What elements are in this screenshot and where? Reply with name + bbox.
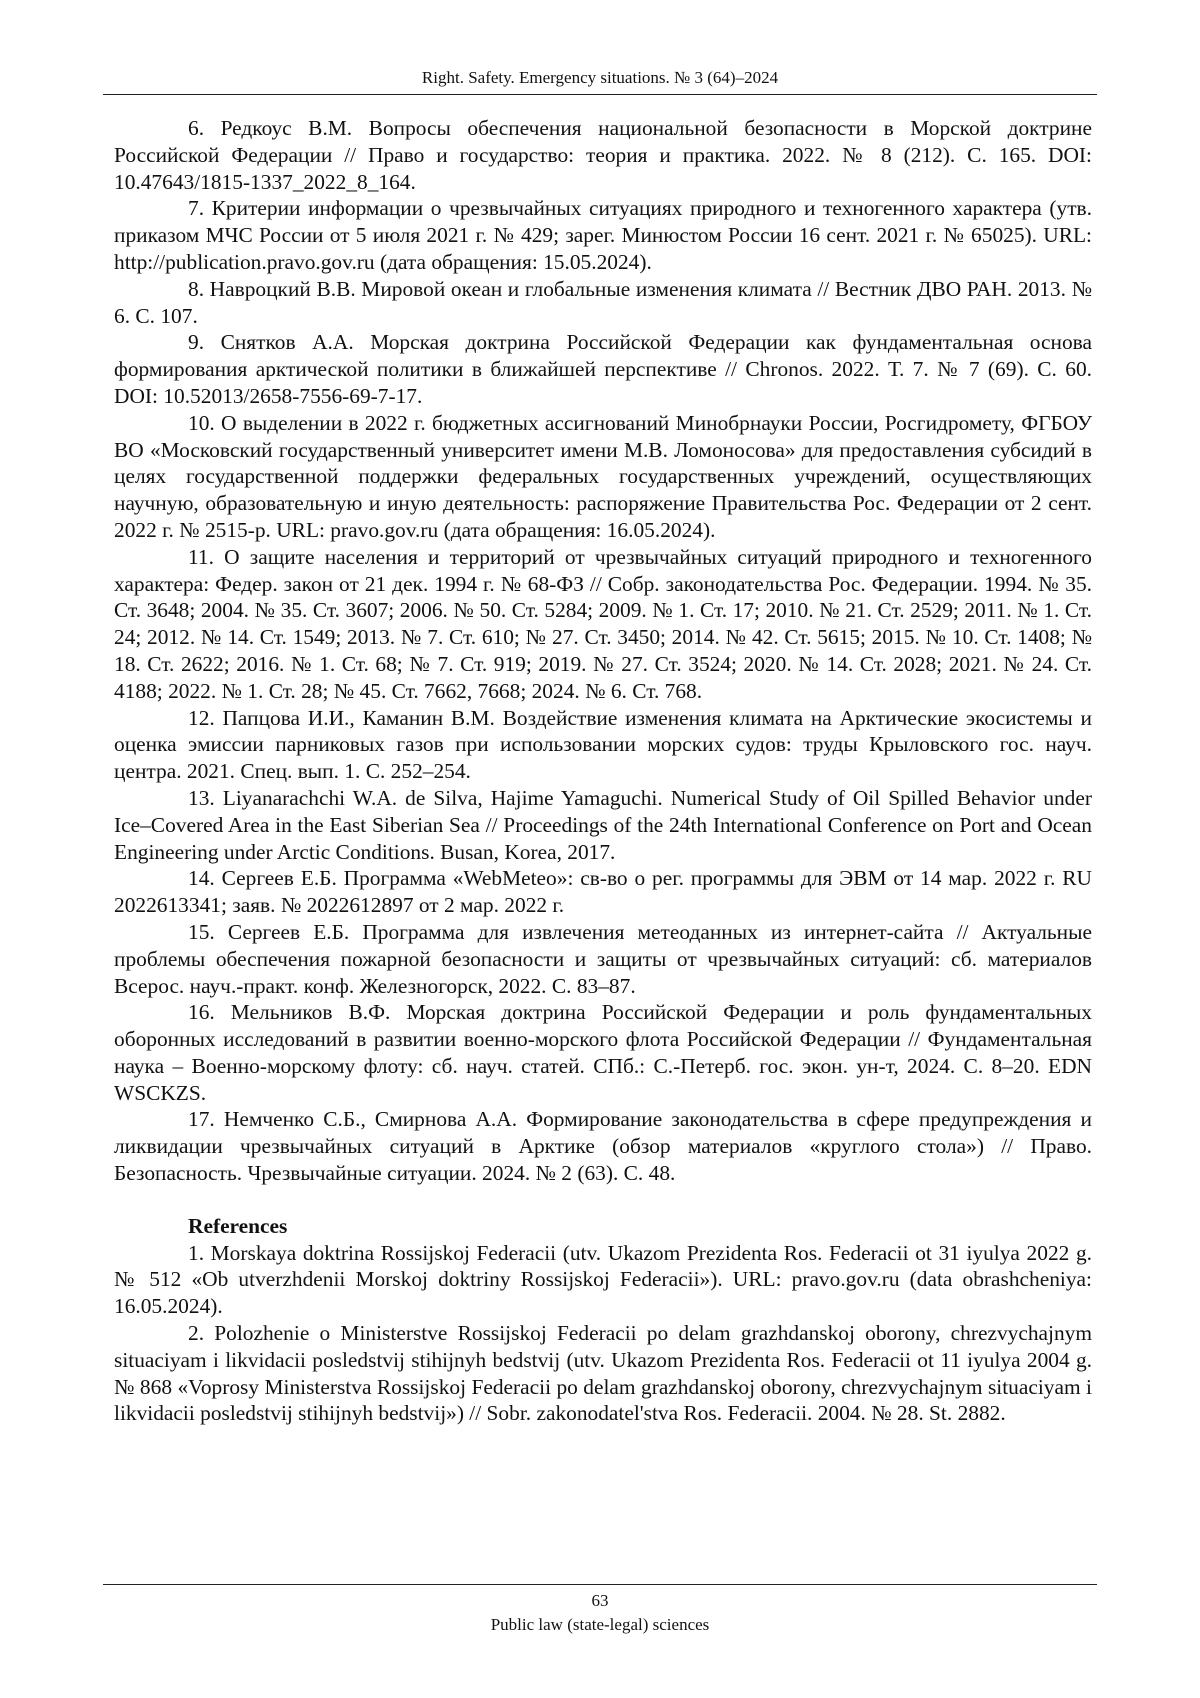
bibliography-entry: 17. Немченко С.Б., Смирнова А.А. Формирование законодательства в сфере предупреждения и ликвидации чрезвычайных ситуаций в Арктике (обзор материалов «круглого стола») // Право. Безопасность. Чрезвычайные ситуации. 2024. № 2 (63). С. 48. bbox=[114, 1107, 1092, 1186]
bibliography-entry: 9. Снятков А.А. Морская доктрина Российской Федерации как фундаментальная основа формирования арктической политики в ближайшей перспективе // Chronos. 2022. Т. 7. № 7 (69). С. 60. DOI: 10.52013/2658-7556-69-7-17. bbox=[114, 330, 1092, 408]
header-rule bbox=[103, 94, 1097, 95]
references-heading: References bbox=[188, 1213, 288, 1238]
bibliography-entry: 13. Liyanarachchi W.A. de Silva, Hajime Yamaguchi. Numerical Study of Oil Spilled Behavior under Ice–Covered Area in the East Siberian Sea // Proceedings of the 24th International Conference on Port and Ocean Engineering under Arctic Conditions. Busan, Korea, 2017. bbox=[114, 785, 1092, 864]
bibliography-entry: 15. Сергеев Е.Б. Программа для извлечения метеоданных из интернет-сайта // Актуальные проблемы обеспечения пожарной безопасности и защиты от чрезвычайных ситуаций: сб. материалов Всерос. науч.-практ. конф. Железногорск, 2022. С. 83–87. bbox=[114, 919, 1092, 998]
bibliography-entry: 7. Критерии информации о чрезвычайных ситуациях природного и техногенного характера (утв. приказом МЧС России от 5 июля 2021 г. № 429; зарег. Минюстом России 16 сент. 2021 г. № 65025). URL: http://publication.pravo.gov.ru (дата обращения: 15.05.2024). bbox=[114, 196, 1092, 274]
footer-rule bbox=[103, 1584, 1097, 1585]
bibliography-entry: 10. О выделении в 2022 г. бюджетных ассигнований Минобрнауки России, Росгидромету, ФГБОУ ВО «Московский государственный университет имени М.В. Ломоносова» для предоставления субсидий в целях государственной поддержки федеральных государственных учреждений, осуществляющих научную, образовательную и иную деятельность: распоряжение Правительства Рос. Федерации от 2 сент. 2022 г. № 2515-р. URL: pravo.gov.ru (дата обращения: 16.05.2024). bbox=[114, 410, 1092, 542]
running-header: Right. Safety. Emergency situations. № 3 (64)–2024 bbox=[421, 68, 779, 87]
reference-entry: 1. Morskaya doktrina Rossijskoj Federacii (utv. Ukazom Prezidenta Ros. Federacii ot 31 iyulya 2022 g. № 512 «Ob utverzhdenii Morskoj doktriny Rossijskoj Federacii»). URL: pravo.gov.ru (data obrashcheniya: 16.05.2024). bbox=[114, 1240, 1092, 1319]
page-number: 63 bbox=[591, 1591, 609, 1610]
bibliography-entry: 6. Редкоус В.М. Вопросы обеспечения национальной безопасности в Морской доктрине Российской Федерации // Право и государство: теория и практика. 2022. № 8 (212). С. 165. DOI: 10.47643/1815-1337_2022_8_164. bbox=[114, 116, 1092, 194]
bibliography-entry: 12. Папцова И.И., Каманин В.М. Воздействие изменения климата на Арктические экосистемы и оценка эмиссии парниковых газов при использовании морских судов: труды Крыловского гос. науч. центра. 2021. Спец. вып. 1. С. 252–254. bbox=[114, 705, 1092, 784]
bibliography-entry: 8. Навроцкий В.В. Мировой океан и глобальные изменения климата // Вестник ДВО РАН. 2013. № 6. С. 107. bbox=[114, 276, 1092, 328]
bibliography-entry: 14. Сергеев Е.Б. Программа «WebMeteo»: св-во о рег. программы для ЭВМ от 14 мар. 2022 г. RU 2022613341; заяв. № 2022612897 от 2 мар. 2022 г. bbox=[114, 866, 1092, 918]
reference-entry: 2. Polozhenie o Ministerstve Rossijskoj Federacii po delam grazhdanskoj oborony, chrezvychajnym situaciyam i likvidacii posledstvij stihijnyh bedstvij (utv. Ukazom Prezidenta Ros. Federacii ot 11 iyulya 2004 g. № 868 «Voprosy Ministerstva Rossijskoj Federacii po delam grazhdanskoj oborony, chrezvychajnym situaciyam i likvidacii posledstvij stihijnyh bedstvij») // Sobr. zakonodatel'stva Ros. Federacii. 2004. № 28. St. 2882. bbox=[114, 1321, 1092, 1426]
bibliography-body bbox=[114, 115, 1092, 1427]
bibliography-entry: 11. О защите населения и территорий от чрезвычайных ситуаций природного и техногенного характера: Федер. закон от 21 дек. 1994 г. № 68-ФЗ // Собр. законодательства Рос. Федерации. 1994. № 35. Ст. 3648; 2004. № 35. Ст. 3607; 2006. № 50. Ст. 5284; 2009. № 1. Ст. 17; 2010. № 21. Ст. 2529; 2011. № 1. Ст. 24; 2012. № 14. Ст. 1549; 2013. № 7. Ст. 610; № 27. Ст. 3450; 2014. № 42. Ст. 5615; 2015. № 10. Ст. 1408; № 18. Ст. 2622; 2016. № 1. Ст. 68; № 7. Ст. 919; 2019. № 27. Ст. 3524; 2020. № 14. Ст. 2028; 2021. № 24. Ст. 4188; 2022. № 1. Ст. 28; № 45. Ст. 7662, 7668; 2024. № 6. Ст. 768. bbox=[114, 544, 1092, 703]
running-footer: Public law (state-legal) sciences bbox=[490, 1615, 710, 1634]
bibliography-entry: 16. Мельников В.Ф. Морская доктрина Российской Федерации и роль фундаментальных оборонных исследований в развитии военно-морского флота Российской Федерации // Фундаментальная наука – Военно-морскому флоту: сб. науч. статей. СПб.: С.-Петерб. гос. экон. ун-т, 2024. С. 8–20. EDN WSCKZS. bbox=[114, 1000, 1092, 1105]
